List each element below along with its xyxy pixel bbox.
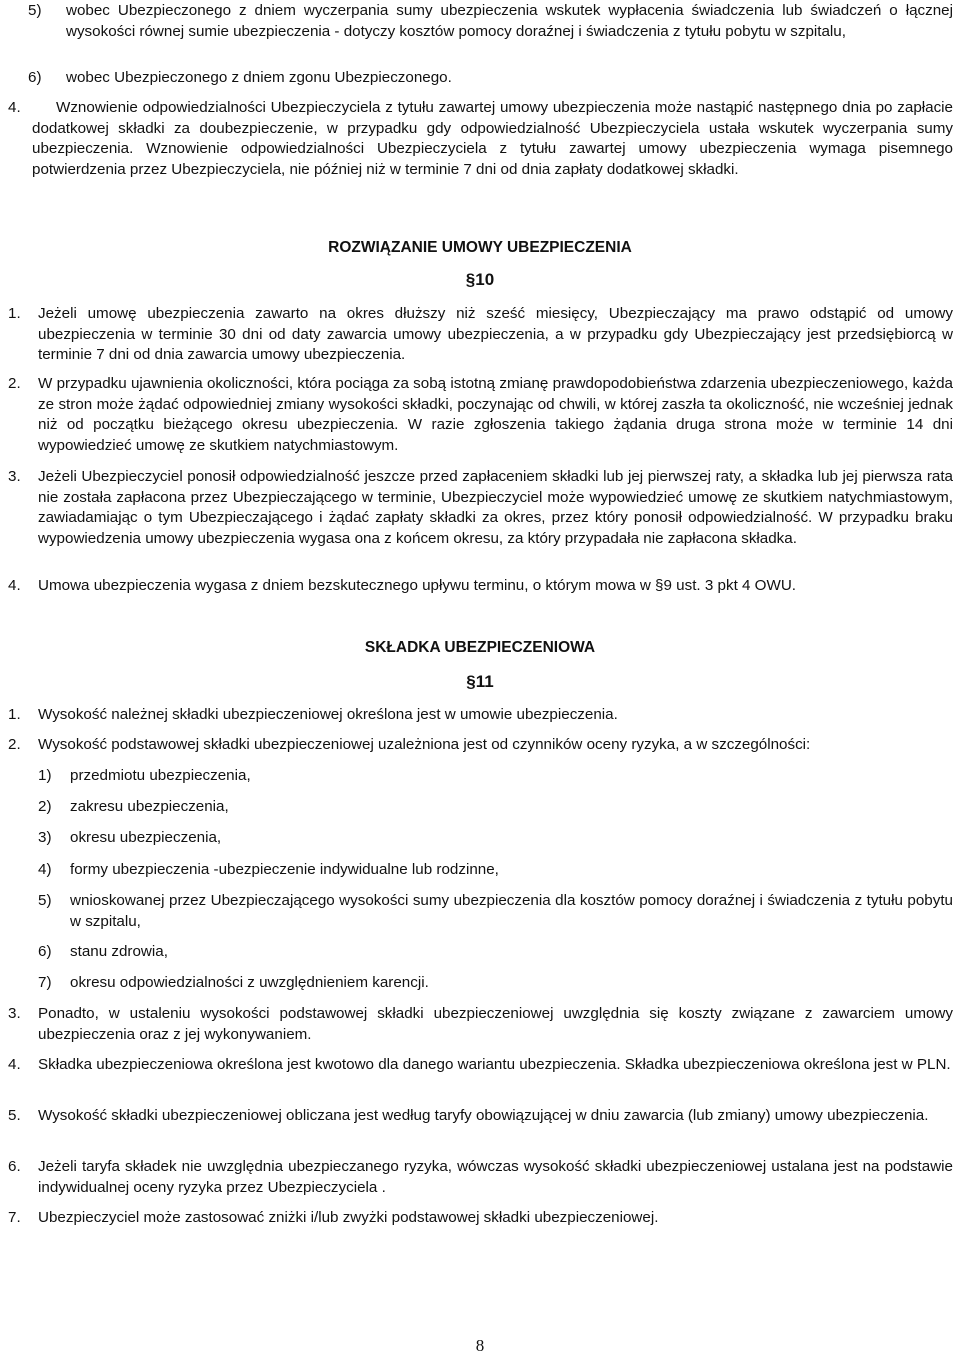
item-number: 4. — [8, 1056, 21, 1073]
list-item — [8, 374, 953, 456]
item-text: wobec Ubezpieczonego z dniem wyczerpania sumy ubezpieczenia wskutek wypłacenia świadczenia lub świadczeń o łącznej wysokości równej sumie ubezpieczenia - dotyczy kosztów pomocy doraźnej i świadczenia z tytułu pobytu w szpitalu, — [66, 2, 953, 40]
sub-list-item — [38, 860, 953, 881]
paragraph-number: §10 — [465, 270, 495, 289]
sub-list-item — [38, 797, 953, 818]
paragraph-value: 10 — [475, 270, 495, 289]
list-item — [8, 1208, 953, 1229]
item-text: Wysokość podstawowej składki ubezpieczeniowej uzależniona jest od czynników oceny ryzyka, a w szczególności: — [38, 736, 811, 753]
sub-item-number: 4) — [38, 861, 52, 878]
page-number: 8 — [475, 1336, 485, 1355]
sub-item-text: formy ubezpieczenia -ubezpieczenie indywidualne lub rodzinne, — [70, 861, 499, 878]
item-number: 3. — [8, 468, 21, 485]
item-text: Jeżeli taryfa składek nie uwzględnia ubezpieczanego ryzyka, wówczas wysokość składki ubezpieczeniowej ustalana jest na podstawie indywidualnej oceny ryzyka przez Ubezpieczyciela . — [38, 1158, 953, 1196]
item-number: 4. — [8, 99, 21, 116]
item-text: Składka ubezpieczeniowa określona jest kwotowo dla danego wariantu ubezpieczenia. Składka ubezpieczeniowa określona jest w PLN. — [38, 1056, 951, 1073]
item-number: 5. — [8, 1107, 21, 1124]
sub-item-text: zakresu ubezpieczenia, — [70, 798, 229, 815]
list-item — [8, 1004, 953, 1045]
item-text: Wznowienie odpowiedzialności Ubezpieczyciela z tytułu zawartej umowy ubezpieczenia może nastąpić następnego dnia po zapłacie dodatkowej składki za doubezpieczenie, w przypadku gdy odpowiedzialność Ubezpieczyciela ustała wskutek wyczerpania sumy ubezpieczenia. Wznowienie odpowiedzialności Ubezpieczyciela z tytułu zawartej umowy ubezpieczenia wymaga pisemnego potwierdzenia przez Ubezpieczyciela, nie później niż w terminie 7 dni od dnia zapłaty dodatkowej składki. — [32, 99, 953, 178]
list-item — [8, 98, 953, 180]
item-number: 4. — [8, 577, 21, 594]
list-item — [8, 1055, 953, 1076]
item-text: Wysokość składki ubezpieczeniowej obliczana jest według taryfy obowiązującej w dniu zawarcia (lub zmiany) umowy ubezpieczenia. — [38, 1107, 929, 1124]
list-item — [8, 705, 953, 726]
item-number: 2. — [8, 736, 21, 753]
sub-item-text: stanu zdrowia, — [70, 943, 168, 960]
paragraph-value: 11 — [475, 672, 494, 691]
item-text: Wysokość należnej składki ubezpieczeniowej określona jest w umowie ubezpieczenia. — [38, 706, 618, 723]
item-number: 1. — [8, 706, 21, 723]
item-number: 6) — [28, 69, 42, 86]
sub-item-text: okresu ubezpieczenia, — [70, 829, 222, 846]
sub-item-number: 6) — [38, 943, 52, 960]
item-number: 2. — [8, 375, 21, 392]
item-text: wobec Ubezpieczonego z dniem zgonu Ubezpieczonego. — [66, 69, 452, 86]
sub-list-item — [38, 766, 953, 787]
sub-list-item — [38, 973, 953, 994]
sub-item-number: 3) — [38, 829, 52, 846]
sub-item-text: przedmiotu ubezpieczenia, — [70, 767, 251, 784]
sub-item-number: 5) — [38, 892, 52, 909]
item-text: Ponadto, w ustaleniu wysokości podstawowej składki ubezpieczeniowej uwzględnia się koszty związane z zawarciem umowy ubezpieczenia oraz z jej wykonywaniem. — [38, 1005, 953, 1043]
sub-list-item — [38, 828, 953, 849]
sub-item-number: 7) — [38, 974, 52, 991]
sub-item-text: okresu odpowiedzialności z uwzględnieniem karencji. — [70, 974, 429, 991]
section-heading: SKŁADKA UBEZPIECZENIOWA — [364, 639, 596, 656]
list-item — [28, 68, 953, 89]
list-item — [8, 576, 953, 597]
item-text: W przypadku ujawnienia okoliczności, która pociąga za sobą istotną zmianę prawdopodobieństwa zdarzenia ubezpieczeniowego, każda ze stron może żądać odpowiedniej zmiany wysokości składki, poczynając od chwili, w której zaszła ta okoliczność, nie wcześniej jednak niż od początku bieżącego okresu ubezpieczenia. W razie zgłoszenia takiego żądania druga strona może w terminie 14 dni wypowiedzieć umowę ze skutkiem natychmiastowym. — [38, 375, 953, 454]
section-heading: ROZWIĄZANIE UMOWY UBEZPIECZENIA — [328, 239, 632, 256]
list-item — [8, 1106, 953, 1127]
list-item — [8, 467, 953, 549]
sub-item-text: wnioskowanej przez Ubezpieczającego wysokości sumy ubezpieczenia dla kosztów pomocy doraźnej i świadczenia z tytułu pobytu w szpitalu, — [70, 892, 953, 930]
item-text: Jeżeli Ubezpieczyciel ponosił odpowiedzialność jeszcze przed zapłaceniem składki lub jej pierwszej raty, a składka lub jej pierwsza rata nie została zapłacona przez Ubezpieczającego w terminie, Ubezpieczyciel może wypowiedzieć umowę ze skutkiem natychmiastowym, zawiadamiając o tym Ubezpieczającego i żądać zapłaty składki za okres, przez który ponosił odpowiedzialność. W przypadku braku wypowiedzenia umowy ubezpieczenia wygasa ona z końcem okresu, za który przypadała nie zapłacona składka. — [38, 468, 953, 547]
sub-list-item — [38, 942, 953, 963]
sub-item-number: 2) — [38, 798, 52, 815]
list-item — [8, 735, 953, 756]
item-text: Jeżeli umowę ubezpieczenia zawarto na okres dłuższy niż sześć miesięcy, Ubezpieczający ma prawo odstąpić od umowy ubezpieczenia w terminie 30 dni od daty zawarcia umowy ubezpieczenia, a w przypadku gdy Ubezpieczający jest przedsiębiorcą w terminie 7 dni od dnia zawarcia umowy ubezpieczenia. — [38, 305, 953, 363]
item-text: Ubezpieczyciel może zastosować zniżki i/lub zwyżki podstawowej składki ubezpieczeniowej. — [38, 1209, 659, 1226]
item-number: 6. — [8, 1158, 21, 1175]
item-number: 5) — [28, 2, 42, 19]
list-item — [8, 1157, 953, 1198]
list-item — [28, 1, 953, 42]
list-item — [8, 304, 953, 366]
sub-list-item — [38, 891, 953, 932]
item-number: 1. — [8, 305, 21, 322]
item-number: 3. — [8, 1005, 21, 1022]
item-text: Umowa ubezpieczenia wygasa z dniem bezskutecznego upływu terminu, o którym mowa w §9 ust. 3 pkt 4 OWU. — [38, 577, 797, 594]
sub-item-number: 1) — [38, 767, 52, 784]
paragraph-number: §11 — [466, 672, 494, 691]
item-number: 7. — [8, 1209, 21, 1226]
